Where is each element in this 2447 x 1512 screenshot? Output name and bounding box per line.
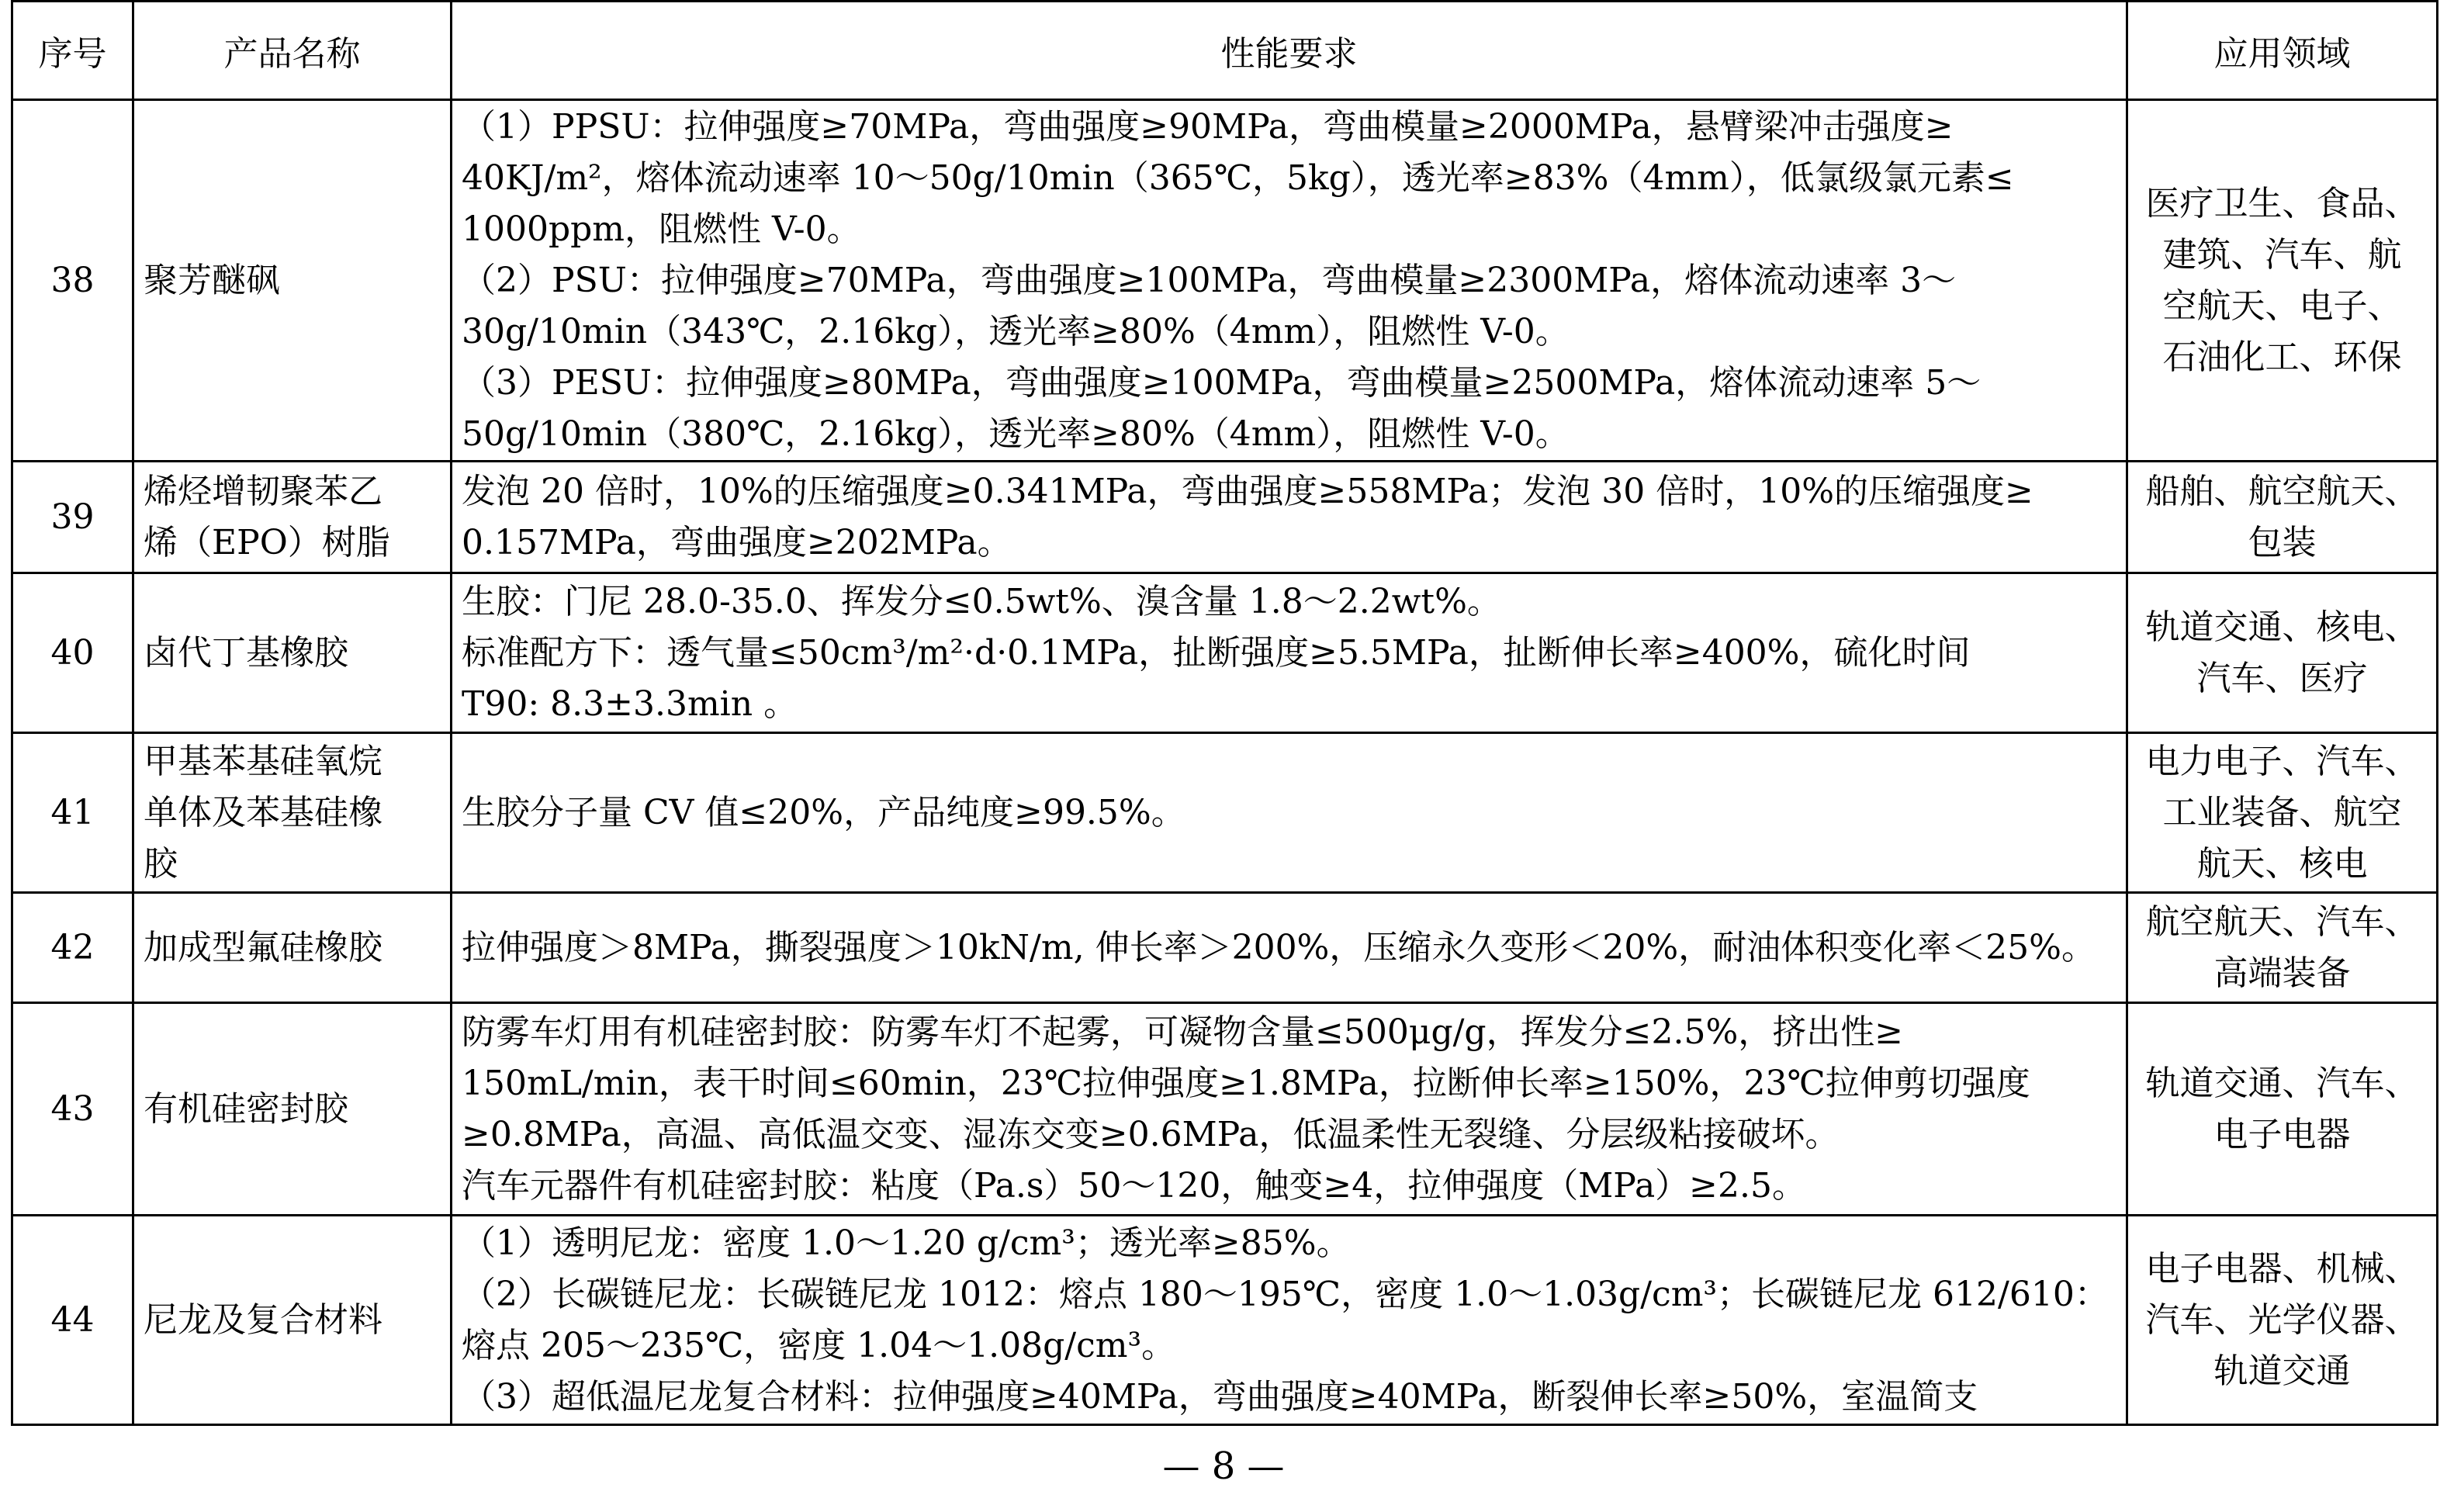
requirements-cell bbox=[452, 893, 2127, 1003]
requirements-cell bbox=[452, 1003, 2127, 1216]
field-line: 轨道交通 bbox=[2213, 1351, 2351, 1391]
requirement-line: （3）超低温尼龙复合材料：拉伸强度≥40MPa，弯曲强度≥40MPa，断裂伸长率≥50%，室温简支 bbox=[462, 1376, 1978, 1417]
requirement-line: 50g/10min（380℃，2.16kg），透光率≥80%（4mm），阻燃性 V-0。 bbox=[462, 413, 1570, 454]
table-row bbox=[12, 573, 2438, 733]
field-line: 石油化工、环保 bbox=[2162, 337, 2402, 377]
header-product-name: 产品名称 bbox=[133, 2, 452, 100]
table-row bbox=[12, 1216, 2438, 1425]
application-field-cell bbox=[2127, 462, 2438, 573]
field-line: 医疗卫生、食品、 bbox=[2145, 183, 2419, 223]
product-name-line: 烯（EPO）树脂 bbox=[144, 522, 390, 562]
requirement-line: （2）PSU：拉伸强度≥70MPa，弯曲强度≥100MPa，弯曲模量≥2300MPa，熔体流动速率 3～ bbox=[462, 260, 1957, 300]
requirement-line: （3）PESU：拉伸强度≥80MPa，弯曲强度≥100MPa，弯曲模量≥2500MPa，熔体流动速率 5～ bbox=[462, 362, 1981, 403]
row-no: 44 bbox=[12, 1216, 133, 1425]
field-line: 轨道交通、核电、 bbox=[2145, 607, 2419, 647]
application-field-cell bbox=[2127, 100, 2438, 462]
requirement-line: T90: 8.3±3.3min 。 bbox=[462, 683, 798, 724]
product-name: 有机硅密封胶 bbox=[133, 1003, 452, 1216]
page-number: — 8 — bbox=[1162, 1445, 1285, 1488]
requirement-line: 生胶分子量 CV 值≤20%，产品纯度≥99.5%。 bbox=[462, 792, 1185, 832]
product-name: 卤代丁基橡胶 bbox=[133, 573, 452, 733]
requirements-cell bbox=[452, 100, 2127, 462]
application-field-cell bbox=[2127, 1003, 2438, 1216]
requirement-line: 0.157MPa，弯曲强度≥202MPa。 bbox=[462, 522, 1012, 562]
requirement-line: （1）透明尼龙：密度 1.0～1.20 g/cm³；透光率≥85%。 bbox=[462, 1223, 1351, 1263]
field-line: 航天、核电 bbox=[2196, 843, 2368, 884]
requirement-line: 防雾车灯用有机硅密封胶：防雾车灯不起雾，可凝物含量≤500μg/g，挥发分≤2.5%，挤出性≥ bbox=[462, 1012, 1904, 1052]
requirement-line: 1000ppm，阻燃性 V-0。 bbox=[462, 209, 861, 249]
application-field-cell bbox=[2127, 1216, 2438, 1425]
requirement-line: 汽车元器件有机硅密封胶：粘度（Pa.s）50～120，触变≥4，拉伸强度（MPa）≥2.5。 bbox=[462, 1165, 1807, 1206]
requirement-line: （2）长碳链尼龙：长碳链尼龙 1012：熔点 180～195℃，密度 1.0～1.03g/cm³；长碳链尼龙 612/610： bbox=[462, 1274, 2109, 1314]
requirements-cell bbox=[452, 1216, 2127, 1425]
table-row bbox=[12, 1003, 2438, 1216]
product-name-cell bbox=[133, 733, 452, 893]
table-row bbox=[12, 893, 2438, 1003]
header-no: 序号 bbox=[12, 2, 133, 100]
row-no: 41 bbox=[12, 733, 133, 893]
field-line: 电子电器、机械、 bbox=[2145, 1248, 2419, 1289]
field-line: 工业装备、航空 bbox=[2162, 792, 2402, 832]
requirements-cell bbox=[452, 733, 2127, 893]
requirement-line: 拉伸强度＞8MPa，撕裂强度＞10kN/m, 伸长率＞200%，压缩永久变形＜20%，耐油体积变化率＜25%。 bbox=[462, 927, 2096, 967]
requirement-line: 30g/10min（343℃，2.16kg），透光率≥80%（4mm），阻燃性 V-0。 bbox=[462, 311, 1570, 351]
field-line: 轨道交通、汽车、 bbox=[2145, 1063, 2419, 1103]
product-name: 加成型氟硅橡胶 bbox=[133, 893, 452, 1003]
table-row bbox=[12, 100, 2438, 462]
field-line: 电力电子、汽车、 bbox=[2145, 741, 2419, 781]
field-line: 高端装备 bbox=[2213, 953, 2351, 993]
product-name: 聚芳醚砜 bbox=[133, 100, 452, 462]
application-field-cell bbox=[2127, 733, 2438, 893]
requirement-line: （1）PPSU：拉伸强度≥70MPa，弯曲强度≥90MPa，弯曲模量≥2000MPa，悬臂梁冲击强度≥ bbox=[462, 106, 1954, 147]
product-name-line: 胶 bbox=[144, 843, 178, 884]
product-name-line: 甲基苯基硅氧烷 bbox=[144, 741, 382, 781]
product-name-line: 单体及苯基硅橡 bbox=[144, 792, 382, 832]
field-line: 汽车、光学仪器、 bbox=[2145, 1299, 2419, 1340]
product-name-cell bbox=[133, 462, 452, 573]
requirement-line: ≥0.8MPa，高温、高低温交变、湿冻交变≥0.6MPa，低温柔性无裂缝、分层级粘接破坏。 bbox=[462, 1114, 1840, 1154]
product-spec-table bbox=[11, 0, 2438, 1426]
requirement-line: 发泡 20 倍时，10%的压缩强度≥0.341MPa，弯曲强度≥558MPa；发泡 30 倍时，10%的压缩强度≥ bbox=[462, 471, 2033, 511]
application-field-cell bbox=[2127, 893, 2438, 1003]
field-line: 船舶、航空航天、 bbox=[2145, 471, 2419, 511]
requirements-cell bbox=[452, 573, 2127, 733]
requirements-cell bbox=[452, 462, 2127, 573]
requirement-line: 标准配方下：透气量≤50cm³/m²·d·0.1MPa，扯断强度≥5.5MPa，扯断伸长率≥400%，硫化时间 bbox=[462, 632, 1971, 673]
field-line: 汽车、医疗 bbox=[2196, 658, 2368, 698]
header-requirements: 性能要求 bbox=[452, 2, 2127, 100]
field-line: 空航天、电子、 bbox=[2162, 285, 2402, 326]
table-header-row bbox=[12, 2, 2438, 100]
table-row bbox=[12, 733, 2438, 893]
application-field-cell bbox=[2127, 573, 2438, 733]
requirement-line: 150mL/min，表干时间≤60min，23℃拉伸强度≥1.8MPa，拉断伸长率≥150%，23℃拉伸剪切强度 bbox=[462, 1063, 2030, 1103]
requirement-line: 40KJ/m²，熔体流动速率 10～50g/10min（365℃，5kg），透光率≥83%（4mm），低氯级氯元素≤ bbox=[462, 157, 2014, 198]
requirement-line: 生胶：门尼 28.0-35.0、挥发分≤0.5wt%、溴含量 1.8～2.2wt%。 bbox=[462, 581, 1501, 621]
product-name: 尼龙及复合材料 bbox=[133, 1216, 452, 1425]
header-application-field: 应用领域 bbox=[2127, 2, 2438, 100]
row-no: 42 bbox=[12, 893, 133, 1003]
row-no: 38 bbox=[12, 100, 133, 462]
row-no: 40 bbox=[12, 573, 133, 733]
field-line: 电子电器 bbox=[2213, 1114, 2351, 1154]
row-no: 43 bbox=[12, 1003, 133, 1216]
field-line: 包装 bbox=[2248, 522, 2317, 562]
table-row bbox=[12, 462, 2438, 573]
field-line: 航空航天、汽车、 bbox=[2145, 901, 2419, 942]
row-no: 39 bbox=[12, 462, 133, 573]
product-name-line: 烯烃增韧聚苯乙 bbox=[144, 471, 382, 511]
requirement-line: 熔点 205～235℃，密度 1.04～1.08g/cm³。 bbox=[462, 1325, 1176, 1365]
field-line: 建筑、汽车、航 bbox=[2162, 234, 2402, 275]
